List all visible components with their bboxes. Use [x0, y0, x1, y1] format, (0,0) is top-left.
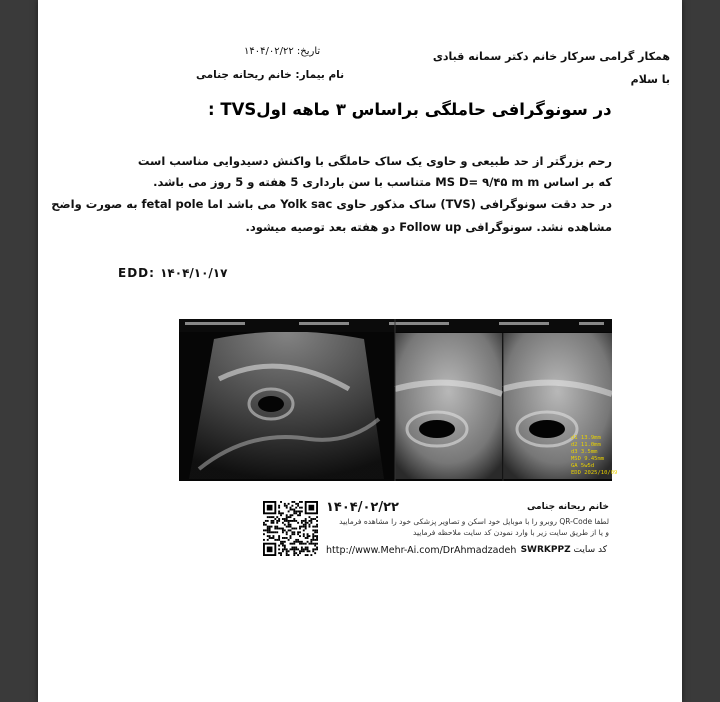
us-measurement: d1 13.9mm [571, 435, 601, 441]
us-measurement: d3 3.5mm [571, 449, 598, 455]
footer-date: ۱۴۰۴/۰۲/۲۲ [326, 500, 399, 515]
us-measurement: MSD 9.45mm [571, 456, 605, 462]
report-line: که بر اساس MS D= ۹/۴۵ m m متناسب با سن بارداری 5 هفته و 5 روز می باشد. [153, 175, 612, 189]
us-measurement: EDD 2025/10/09 [571, 470, 618, 476]
site-code-label: کد سایت [573, 545, 607, 555]
report-line: مشاهده نشد. سونوگرافی Follow up دو هفته بعد توصیه میشود. [245, 220, 612, 234]
greeting: همکار گرامی سرکار خانم دکتر سمانه قبادی [432, 50, 670, 63]
salutation: با سلام [630, 73, 670, 86]
site-code [521, 545, 607, 555]
ultrasound-image [179, 319, 618, 481]
patient-name: نام بیمار: خانم ریحانه جنامی [196, 69, 345, 81]
report-line: رحم بزرگتر از حد طبیعی و حاوی یک ساک حاملگی با واکنش دسیدوایی مناسب است [137, 154, 612, 168]
edd-value: EDD: ۱۴۰۴/۱۰/۱۷ [118, 266, 228, 280]
us-measurement: GA 5w5d [571, 463, 595, 469]
report-line: در حد دقت سونوگرافی (TVS) ساک مذکور حاوی Yolk sac می باشد اما fetal pole به صورت واضح [51, 197, 612, 211]
us-measurement: d2 11.0mm [571, 442, 601, 448]
qr-instruction: لطفا QR-Code روبرو را با موبایل خود اسکن و تصاویر پزشکی خود را مشاهده فرمایید [339, 517, 609, 526]
site-code-value: SWRKPPZ [520, 545, 571, 555]
report-title: در سونوگرافی حاملگی براساس ۳ ماهه اولTVS : [208, 100, 612, 119]
report-date: تاریخ: ۱۴۰۴/۰۲/۲۲ [244, 46, 321, 57]
website-link[interactable]: http://www.Mehr-Ai.com/DrAhmadzadeh [326, 545, 517, 556]
qr-instruction-alt: و یا از طریق سایت زیر با وارد نمودن کد سایت ملاحظه فرمایید [413, 528, 609, 537]
us-panel-middle [395, 333, 502, 479]
footer-patient-name: خانم ریحانه جنامی [526, 502, 609, 512]
qr-code[interactable] [263, 501, 318, 556]
us-panel-left [189, 332, 384, 480]
report-page [38, 0, 682, 702]
